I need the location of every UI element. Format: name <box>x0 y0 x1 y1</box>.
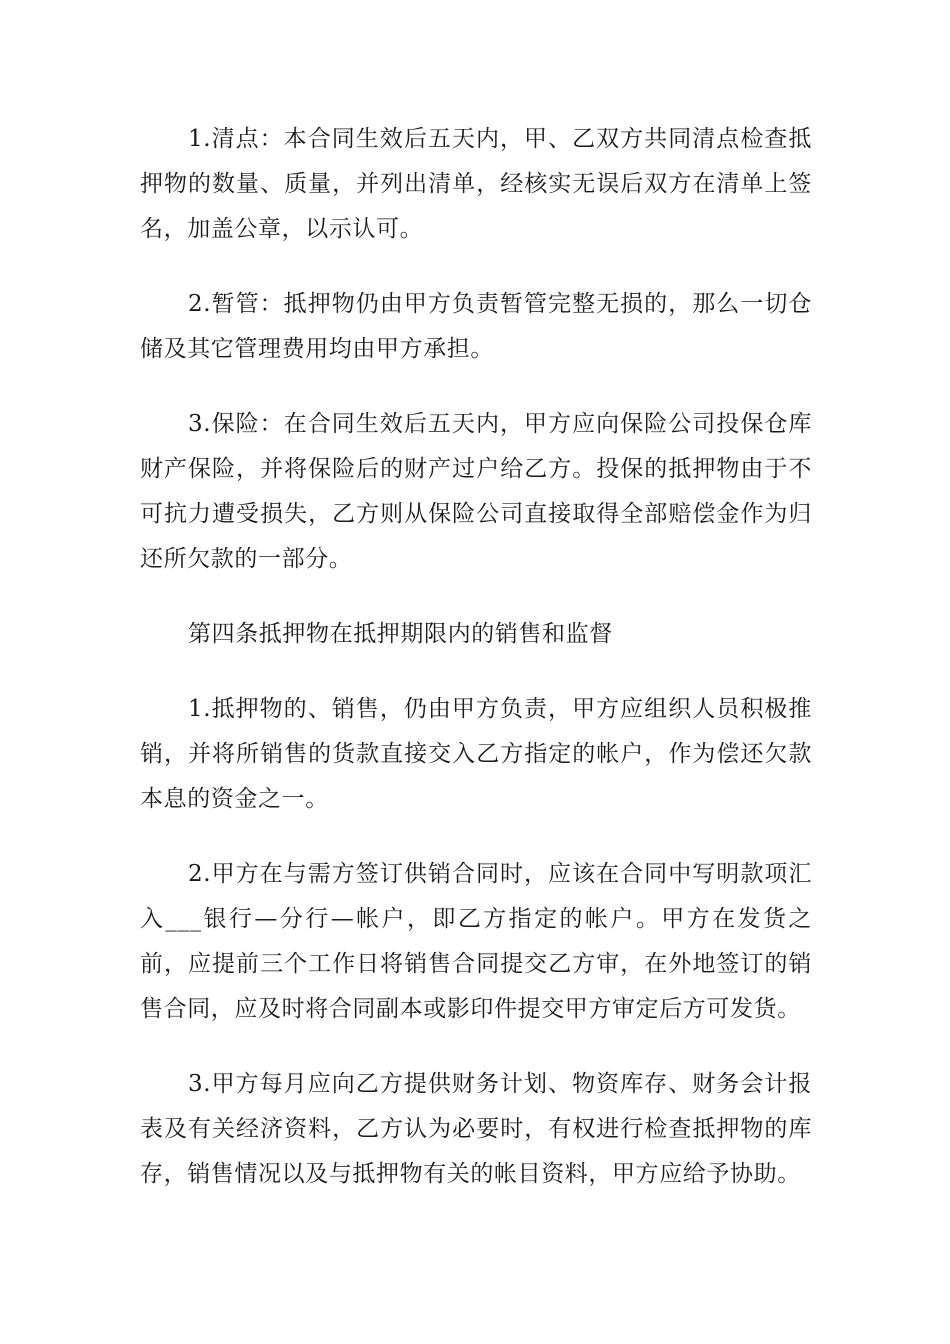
paragraph-sales: 1.抵押物的、销售，仍由甲方负责，甲方应组织人员积极推销，并将所销售的货款直接交入乙方指定的帐户，作为偿还欠款本息的资金之一。 <box>140 696 812 812</box>
paragraph-inventory-check: 1.清点：本合同生效后五天内，甲、乙双方共同清点检查抵押物的数量、质量，并列出清单，经核实无误后双方在清单上签名，加盖公章，以示认可。 <box>140 126 812 242</box>
paragraph-custody: 2.暂管：抵押物仍由甲方负责暂管完整无损的，那么一切仓储及其它管理费用均由甲方承担。 <box>140 291 812 362</box>
paragraph-supply-contract: 2.甲方在与需方签订供销合同时，应该在合同中写明款项汇入___银行—分行—帐户，即乙方指定的帐户。甲方在发货之前，应提前三个工作日将销售合同提交乙方审，在外地签订的销售合同，应及时将合同副本或影印件提交甲方审定后方可发货。 <box>140 861 812 1022</box>
document-body <box>140 117 812 1227</box>
section-heading-article-four: 第四条抵押物在抵押期限内的销售和监督 <box>188 621 613 647</box>
paragraph-insurance: 3.保险：在合同生效后五天内，甲方应向保险公司投保仓库财产保险，并将保险后的财产过户给乙方。投保的抵押物由于不可抗力遭受损失，乙方则从保险公司直接取得全部赔偿金作为归还所欠款的一部分。 <box>140 411 812 572</box>
paragraph-financial-reports: 3.甲方每月应向乙方提供财务计划、物资库存、财务会计报表及有关经济资料，乙方认为必要时，有权进行检查抵押物的库存，销售情况以及与抵押物有关的帐目资料，甲方应给予协助。 <box>140 1071 812 1187</box>
